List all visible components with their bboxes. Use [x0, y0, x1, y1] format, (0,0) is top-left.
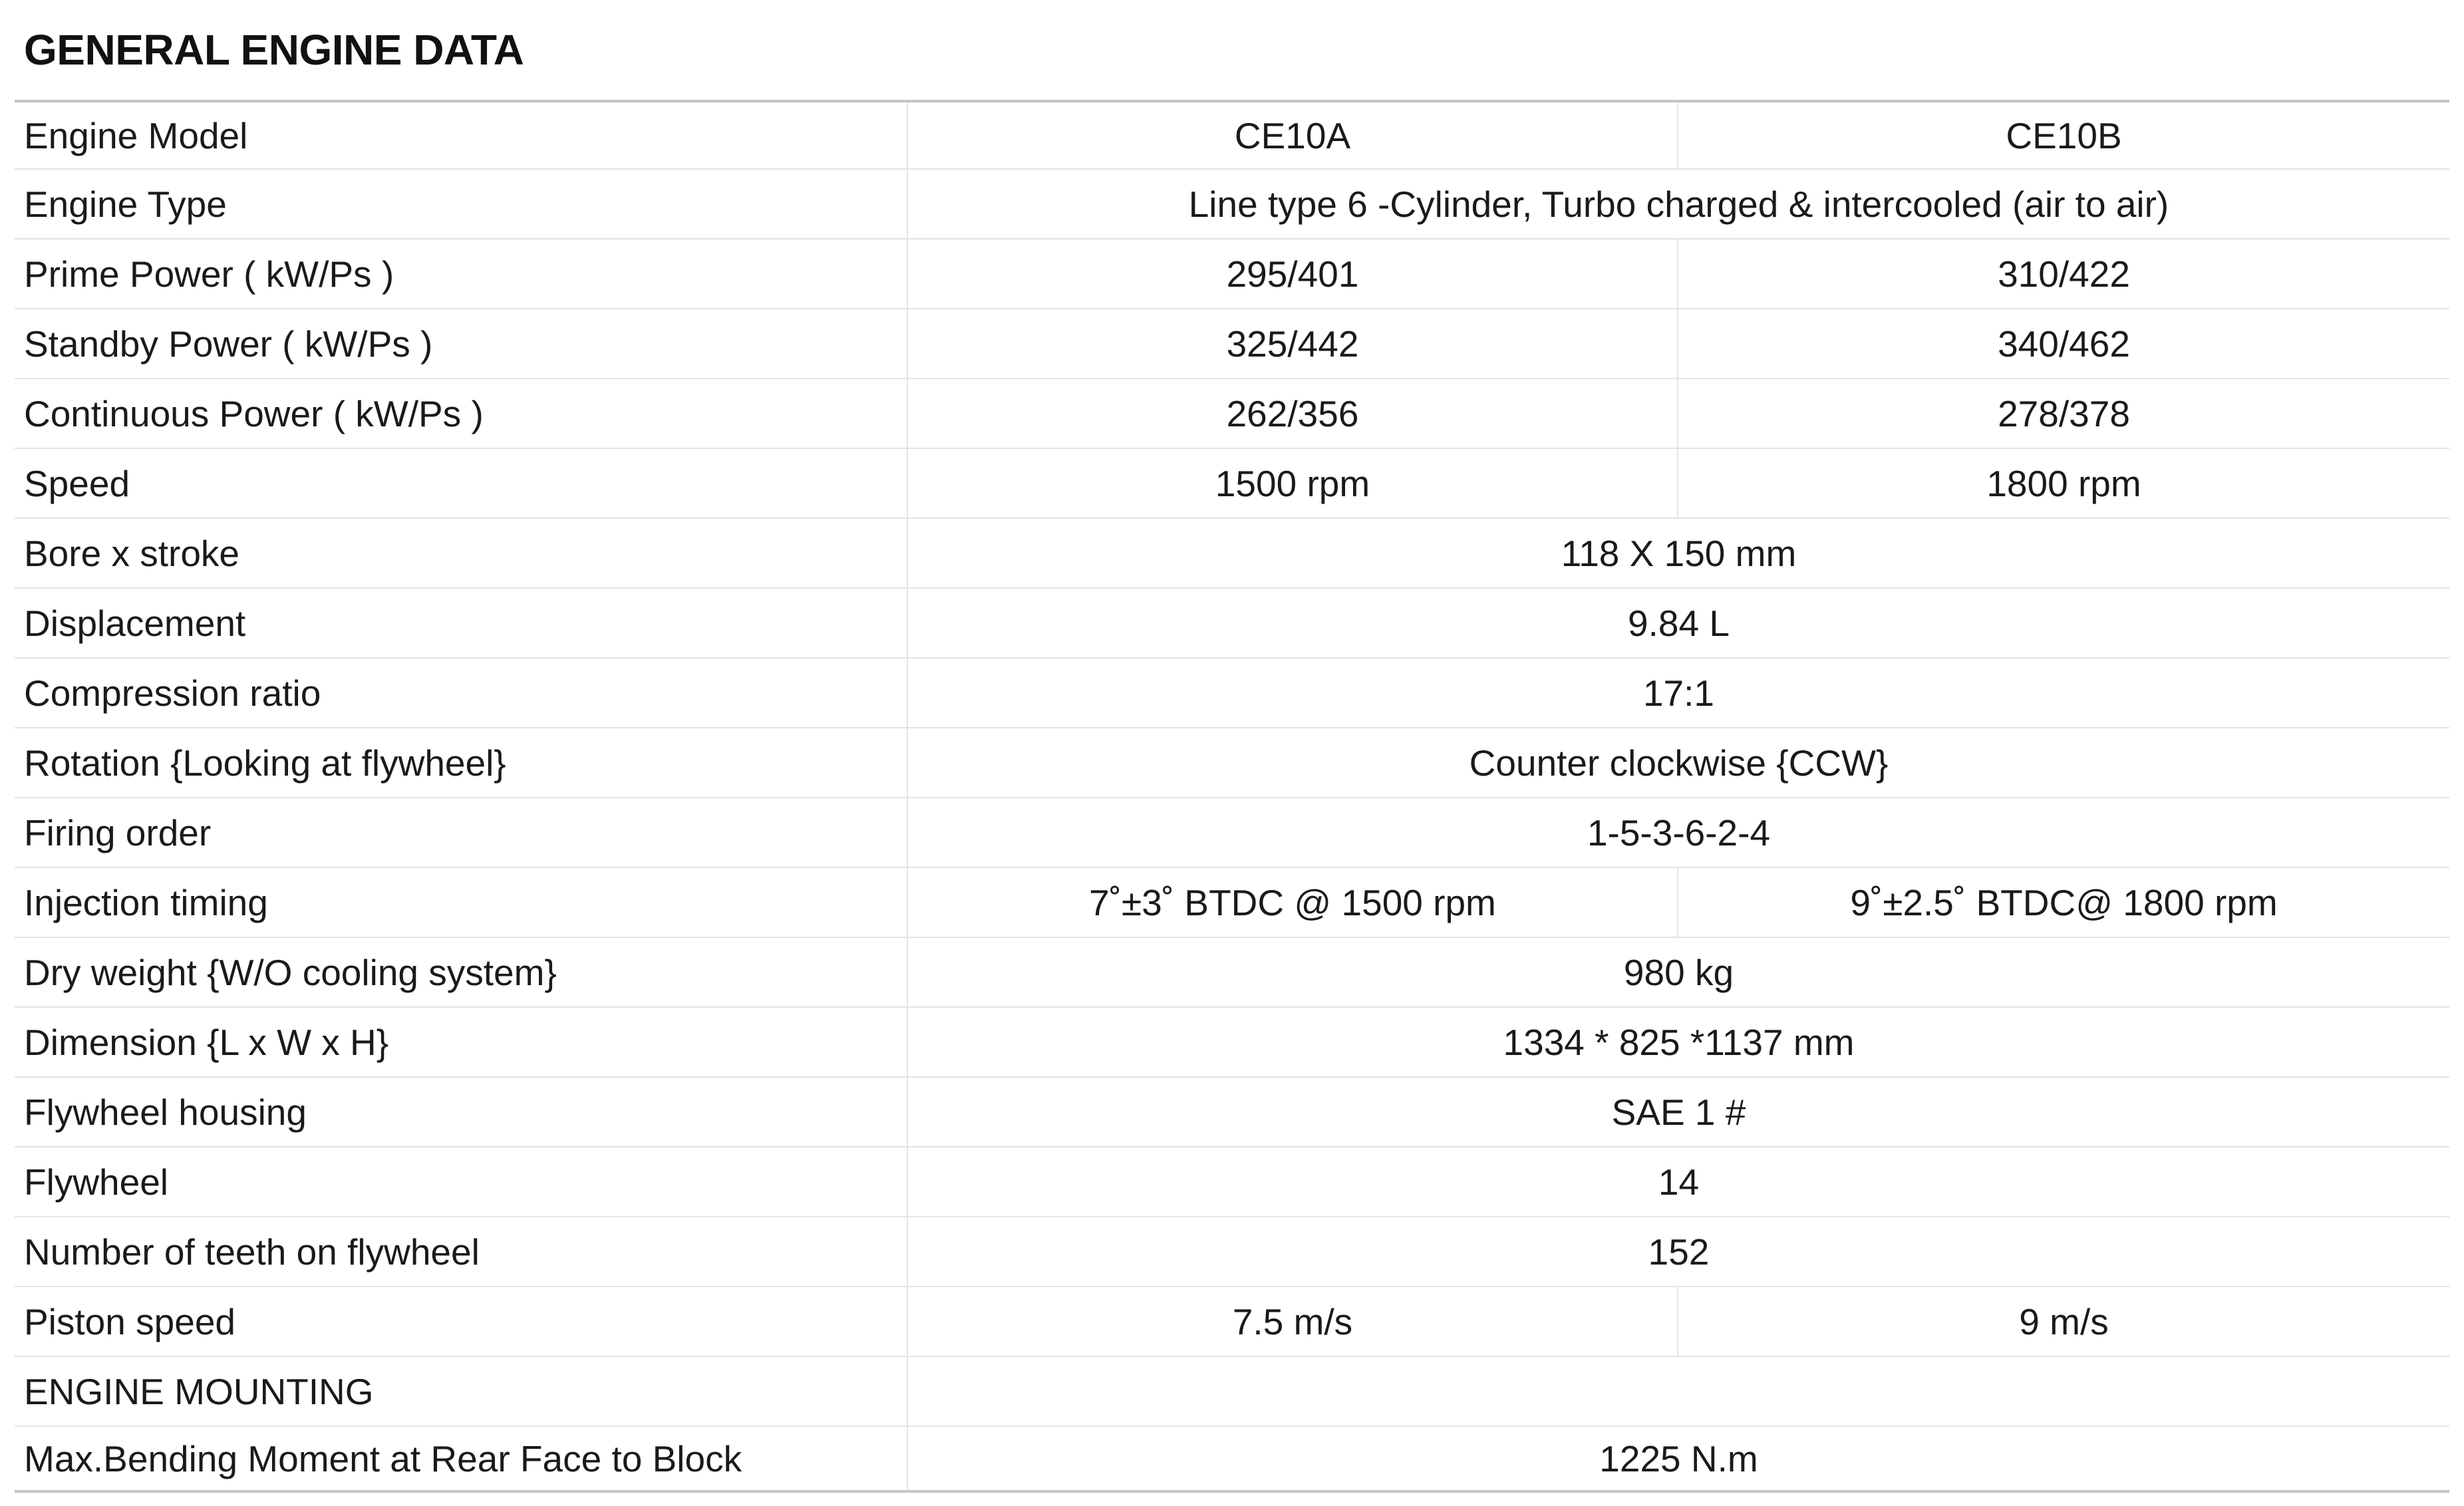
value-shared: SAE 1 # — [907, 1077, 2449, 1147]
value-ce10a: CE10A — [907, 101, 1678, 169]
row-label: Prime Power ( kW/Ps ) — [15, 239, 907, 309]
value-shared: 9.84 L — [907, 588, 2449, 658]
row-label: Displacement — [15, 588, 907, 658]
row-label: Standby Power ( kW/Ps ) — [15, 309, 907, 378]
value-ce10b: 9˚±2.5˚ BTDC@ 1800 rpm — [1678, 867, 2449, 937]
row-label: Firing order — [15, 798, 907, 867]
table-row-flywheel — [15, 1147, 2449, 1217]
table-row-dry-weight — [15, 937, 2449, 1007]
table-row-piston-speed — [15, 1286, 2449, 1356]
table-row-engine-model — [15, 101, 2449, 169]
value-ce10a: 1500 rpm — [907, 448, 1678, 518]
table-row-injection-timing — [15, 867, 2449, 937]
table-row-dimension — [15, 1007, 2449, 1077]
value-shared: 1334 * 825 *1137 mm — [907, 1007, 2449, 1077]
row-label: Speed — [15, 448, 907, 518]
value-ce10a: 325/442 — [907, 309, 1678, 378]
row-label: Engine Type — [15, 169, 907, 239]
row-label: Dimension {L x W x H} — [15, 1007, 907, 1077]
table-row-engine-type — [15, 169, 2449, 239]
row-label: Dry weight {W/O cooling system} — [15, 937, 907, 1007]
value-ce10b: 340/462 — [1678, 309, 2449, 378]
value-shared: 17:1 — [907, 658, 2449, 728]
row-label: Flywheel — [15, 1147, 907, 1217]
engine-data-table — [15, 100, 2449, 1493]
row-label: Compression ratio — [15, 658, 907, 728]
table-row-prime-power — [15, 239, 2449, 309]
value-ce10b: 310/422 — [1678, 239, 2449, 309]
page-title: GENERAL ENGINE DATA — [24, 26, 524, 74]
value-ce10a: 295/401 — [907, 239, 1678, 309]
value-shared: 1225 N.m — [907, 1426, 2449, 1491]
value-ce10b: 278/378 — [1678, 378, 2449, 448]
row-label: Max.Bending Moment at Rear Face to Block — [15, 1426, 907, 1491]
table-row-speed — [15, 448, 2449, 518]
value-shared: 118 X 150 mm — [907, 518, 2449, 588]
row-label: Piston speed — [15, 1286, 907, 1356]
row-label: Continuous Power ( kW/Ps ) — [15, 378, 907, 448]
value-shared: 14 — [907, 1147, 2449, 1217]
table-row-compression-ratio — [15, 658, 2449, 728]
value-shared: 1-5-3-6-2-4 — [907, 798, 2449, 867]
row-label: Bore x stroke — [15, 518, 907, 588]
value-ce10a: 262/356 — [907, 378, 1678, 448]
value-ce10b: 1800 rpm — [1678, 448, 2449, 518]
value-ce10b: 9 m/s — [1678, 1286, 2449, 1356]
value-ce10a: 7˚±3˚ BTDC @ 1500 rpm — [907, 867, 1678, 937]
value-shared: Counter clockwise {CCW} — [907, 728, 2449, 798]
table-row-displacement — [15, 588, 2449, 658]
value-shared — [907, 1356, 2449, 1426]
table-row-firing-order — [15, 798, 2449, 867]
section-label: ENGINE MOUNTING — [15, 1356, 907, 1426]
row-label: Flywheel housing — [15, 1077, 907, 1147]
row-label: Rotation {Looking at flywheel} — [15, 728, 907, 798]
table-row-teeth-on-flywheel — [15, 1217, 2449, 1286]
table-row-continuous-power — [15, 378, 2449, 448]
table-row-flywheel-housing — [15, 1077, 2449, 1147]
value-ce10b: CE10B — [2006, 114, 2122, 156]
table-row-engine-mounting — [15, 1356, 2449, 1426]
value-ce10a: 7.5 m/s — [907, 1286, 1678, 1356]
table-row-rotation — [15, 728, 2449, 798]
table-row-standby-power — [15, 309, 2449, 378]
value-shared: 980 kg — [907, 937, 2449, 1007]
table-row-bore-stroke — [15, 518, 2449, 588]
row-label: Injection timing — [15, 867, 907, 937]
row-label: Number of teeth on flywheel — [15, 1217, 907, 1286]
table-row-max-bending-moment — [15, 1426, 2449, 1491]
row-label: Engine Model — [15, 101, 907, 169]
value-shared: 152 — [907, 1217, 2449, 1286]
value-shared: Line type 6 -Cylinder, Turbo charged & intercooled (air to air) — [907, 169, 2449, 239]
